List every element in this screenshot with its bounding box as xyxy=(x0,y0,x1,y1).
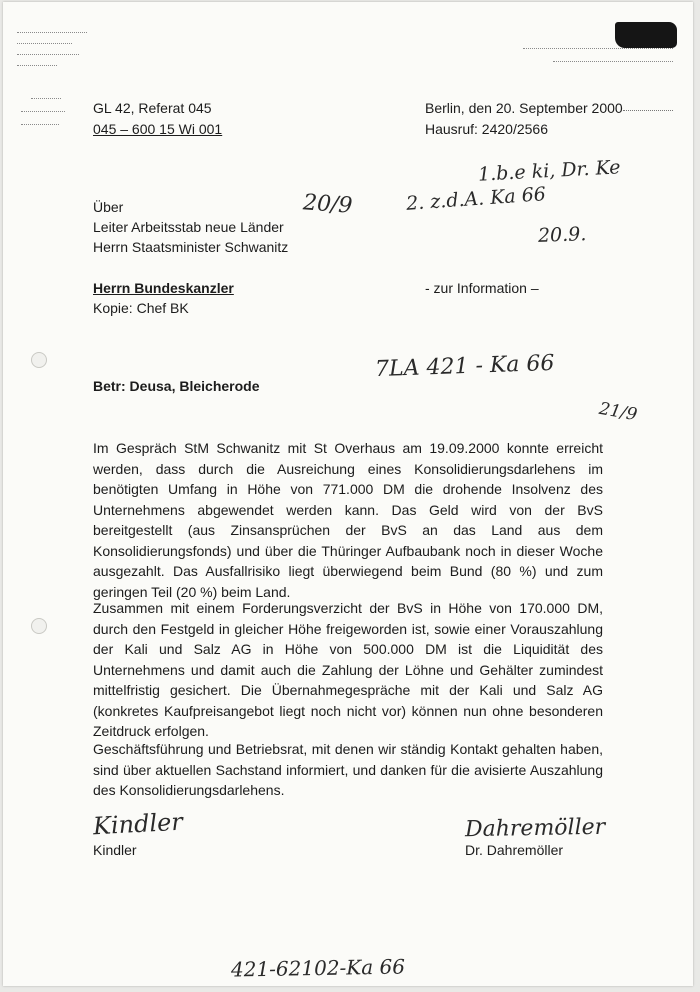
handwritten-initial-date: 20/9 xyxy=(302,190,354,219)
signatory-right: Dr. Dahremöller xyxy=(465,842,564,858)
date-trailing-dots xyxy=(623,110,673,111)
extension-number: Hausruf: 2420/2566 xyxy=(425,121,548,137)
handwritten-signature-kindler: Kindler xyxy=(92,807,184,841)
handwritten-routing-date: 20.9. xyxy=(537,223,587,247)
redaction-block xyxy=(615,22,677,48)
body-paragraph-3: Geschäftsführung und Betriebsrat, mit denen wir ständig Kontakt gehalten haben, sind über aktuellen Sachstand informiert, und danken für die avisierte Auszahlung des Konsolidierungsdarlehens. xyxy=(93,741,603,798)
office-label: GL 42, Referat 045 xyxy=(93,100,212,116)
via-line-2: Herrn Staatsminister Schwanitz xyxy=(93,239,289,255)
via-line-1: Leiter Arbeitsstab neue Länder xyxy=(93,219,284,235)
punch-hole-lower xyxy=(31,618,47,634)
handwritten-file-ref-bottom: 421-62102-Ka 66 xyxy=(230,954,406,982)
letter-page xyxy=(3,2,693,986)
scan-artifact-margin xyxy=(21,98,71,125)
handwritten-mark-date: 21/9 xyxy=(597,398,639,426)
handwritten-routing-note-2: 2. z.d.A. Ka 66 xyxy=(405,183,547,215)
purpose-line: - zur Information – xyxy=(425,280,539,296)
scan-artifact-left xyxy=(17,28,97,88)
handwritten-file-ref: 7LA 421 - Ka 66 xyxy=(374,350,555,383)
via-label: Über xyxy=(93,199,124,215)
file-number: 045 – 600 15 Wi 001 xyxy=(93,121,223,137)
body-paragraph-2: Zusammen mit einem Forderungsverzicht der BvS in Höhe von 170.000 DM, durch den Festgeld in gleicher Höhe freigeworden ist, sowie einer Vorauszahlung der Kali und Salz AG in Höhe von 500.000 DM ist die Liquidität des Unternehmens und damit auch die Zahlung der Löhne und Gehälter zumindest mittelfristig gesichert. Die Übernahmegespräche mit der Kali und Salz AG (konkretes Kaufpreisangebot liegt noch nicht vor) können nun ohne besonderen Zeitdruck erfolgen. xyxy=(93,600,603,739)
scan-artifact-right xyxy=(523,42,683,102)
handwritten-routing-note-1: 1.b.e ki, Dr. Ke xyxy=(477,156,622,186)
punch-hole-upper xyxy=(31,352,47,368)
body-paragraph-1: Im Gespräch StM Schwanitz mit St Overhaus am 19.09.2000 konnte erreicht werden, dass durch die Ausreichung eines Konsolidierungsdarlehens im benötigten Umfang in Höhe von 771.000 DM die drohende Insolvenz des Unternehmens abgewendet werden kann. Das Geld wird von der BvS bereitgestellt (aus Zinsansprüchen der BvS an das Land aus dem Konsolidierungsfonds) und über die Thüringer Aufbaubank noch in dieser Woche ausgezahlt. Das Ausfallrisiko liegt überwiegend beim Bund (80 %) und zum geringen Teil (20 %) beim Land. xyxy=(93,440,603,600)
place-date: Berlin, den 20. September 2000 xyxy=(425,100,623,116)
recipient: Herrn Bundeskanzler xyxy=(93,280,234,296)
handwritten-signature-dahremoeller: Dahremöller xyxy=(464,814,606,843)
signatory-left: Kindler xyxy=(93,842,137,858)
copy-line: Kopie: Chef BK xyxy=(93,300,189,316)
subject-line: Betr: Deusa, Bleicherode xyxy=(93,378,260,394)
